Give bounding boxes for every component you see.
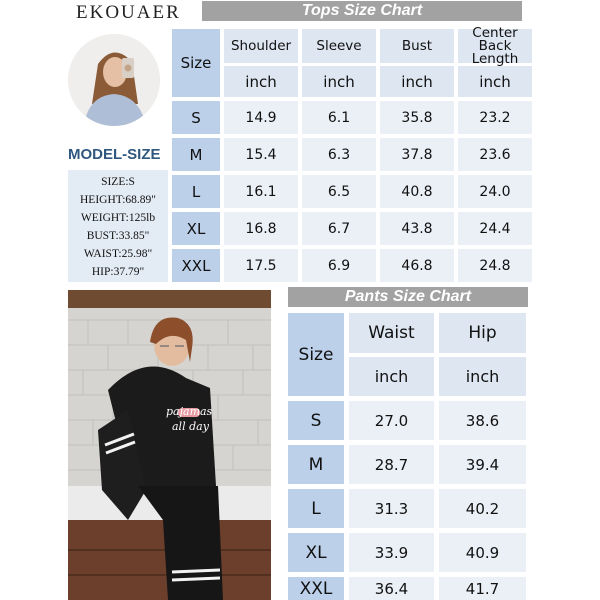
model-pajamas-image bbox=[68, 290, 271, 600]
pants-size-cell: XXL bbox=[288, 577, 344, 600]
pants-size-cell: XL bbox=[288, 533, 344, 572]
table-cell: 16.8 bbox=[224, 212, 298, 245]
pants-col-waist: Waist bbox=[349, 313, 434, 353]
table-cell: 24.8 bbox=[458, 249, 532, 282]
model-weight-line: WEIGHT:125lb bbox=[80, 212, 156, 224]
shirt-text-line1: pajamas bbox=[166, 405, 213, 418]
tops-unit: inch bbox=[302, 66, 376, 97]
pants-unit: inch bbox=[439, 357, 526, 396]
tops-unit: inch bbox=[380, 66, 454, 97]
tops-col-center-back-length: Center Back Length bbox=[458, 29, 532, 63]
table-cell: 36.4 bbox=[349, 577, 434, 600]
pants-unit: inch bbox=[349, 357, 434, 396]
pants-size-cell: L bbox=[288, 489, 344, 528]
table-cell: 43.8 bbox=[380, 212, 454, 245]
table-cell: 6.1 bbox=[302, 101, 376, 134]
table-cell: 27.0 bbox=[349, 401, 434, 440]
model-photo-circle bbox=[68, 34, 160, 126]
model-portrait-image bbox=[68, 34, 160, 126]
table-cell: 16.1 bbox=[224, 175, 298, 208]
table-cell: 6.9 bbox=[302, 249, 376, 282]
table-cell: 17.5 bbox=[224, 249, 298, 282]
pants-col-hip: Hip bbox=[439, 313, 526, 353]
table-cell: 40.8 bbox=[380, 175, 454, 208]
table-cell: 40.9 bbox=[439, 533, 526, 572]
table-cell: 41.7 bbox=[439, 577, 526, 600]
pants-size-cell: M bbox=[288, 445, 344, 484]
tops-size-cell: XXL bbox=[172, 249, 220, 282]
tops-col-bust: Bust bbox=[380, 29, 454, 63]
model-height-line: HEIGHT:68.89" bbox=[80, 194, 156, 206]
tops-size-header: Size bbox=[172, 29, 220, 97]
table-cell: 6.5 bbox=[302, 175, 376, 208]
table-cell: 31.3 bbox=[349, 489, 434, 528]
table-cell: 40.2 bbox=[439, 489, 526, 528]
table-cell: 15.4 bbox=[224, 138, 298, 171]
table-cell: 28.7 bbox=[349, 445, 434, 484]
tops-size-cell: L bbox=[172, 175, 220, 208]
table-cell: 24.4 bbox=[458, 212, 532, 245]
model-size-line: SIZE:S bbox=[101, 176, 135, 188]
tops-size-cell: XL bbox=[172, 212, 220, 245]
model-photo bbox=[68, 290, 271, 600]
shirt-text-line2: all day bbox=[172, 420, 209, 433]
model-bust-line: BUST:33.85" bbox=[86, 230, 150, 242]
table-cell: 35.8 bbox=[380, 101, 454, 134]
model-size-panel bbox=[68, 170, 168, 282]
table-cell: 46.8 bbox=[380, 249, 454, 282]
table-cell: 33.9 bbox=[349, 533, 434, 572]
tops-col-sleeve: Sleeve bbox=[302, 29, 376, 63]
model-waist-line: WAIST:25.98" bbox=[83, 248, 153, 260]
tops-size-cell: S bbox=[172, 101, 220, 134]
pants-size-cell: S bbox=[288, 401, 344, 440]
table-cell: 37.8 bbox=[380, 138, 454, 171]
brand-logo: EKOUAER bbox=[76, 2, 181, 23]
pants-chart-title: Pants Size Chart bbox=[288, 287, 528, 307]
tops-chart-title: Tops Size Chart bbox=[202, 1, 522, 21]
tops-unit: inch bbox=[224, 66, 298, 97]
table-cell: 6.3 bbox=[302, 138, 376, 171]
tops-unit: inch bbox=[458, 66, 532, 97]
table-cell: 14.9 bbox=[224, 101, 298, 134]
table-cell: 39.4 bbox=[439, 445, 526, 484]
tops-col-shoulder: Shoulder bbox=[224, 29, 298, 63]
table-cell: 24.0 bbox=[458, 175, 532, 208]
tops-size-cell: M bbox=[172, 138, 220, 171]
table-cell: 23.6 bbox=[458, 138, 532, 171]
table-cell: 6.7 bbox=[302, 212, 376, 245]
model-hip-line: HIP:37.79" bbox=[91, 266, 145, 278]
table-cell: 23.2 bbox=[458, 101, 532, 134]
pants-size-header: Size bbox=[288, 313, 344, 396]
table-cell: 38.6 bbox=[439, 401, 526, 440]
model-size-heading: MODEL-SIZE bbox=[68, 146, 161, 163]
